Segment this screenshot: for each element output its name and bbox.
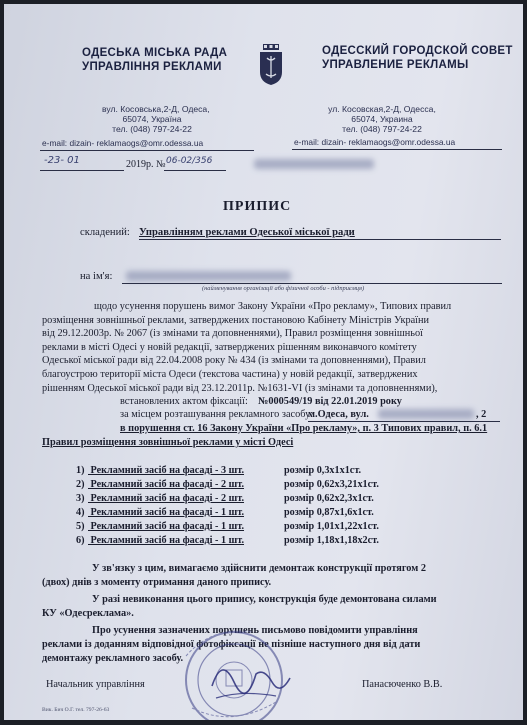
name-hint: (найменування організації або фізичної особи - підприємця) bbox=[202, 285, 365, 292]
composed-by: Управлінням реклами Одеської міської ради bbox=[139, 227, 355, 238]
advertising-item-row bbox=[76, 520, 456, 534]
item-number: 2) bbox=[76, 479, 85, 490]
header-left-address bbox=[102, 104, 210, 134]
paragraph-requirements bbox=[42, 300, 502, 395]
composed-label: складений: bbox=[80, 227, 130, 238]
right-address-city: 65074, Украина bbox=[351, 114, 413, 124]
demand-line-2: (двох) днів з моменту отримання даного припису. bbox=[42, 577, 272, 588]
paragraph-requirements-line: рішенням Одеської міської ради від 23.12.2011р. №1631-VI (із змінами та доповненнями), bbox=[42, 382, 438, 394]
left-address-street: вул. Косовська,2-Д, Одеса, bbox=[102, 104, 210, 114]
advertising-item-row bbox=[76, 506, 456, 520]
header-left-email: e-mail: dizain- reklamaogs@omr.odessa.ua bbox=[42, 138, 204, 148]
item-description: Рекламний засіб на фасаді - 3 шт. bbox=[88, 465, 245, 476]
paragraph-requirements-line: розміщення зовнішньої реклами, затверджених постановою Кабінету Міністрів України bbox=[42, 314, 430, 326]
item-size: розмір 0,3х1х1ст. bbox=[284, 465, 362, 476]
name-label: на ім'я: bbox=[80, 271, 113, 282]
advertising-item-row bbox=[76, 478, 456, 492]
registration-number: 06-02/356 bbox=[166, 156, 213, 166]
demand-line-1: У зв'язку з цим, вимагаємо здійснити демонтаж конструкції протягом 2 bbox=[92, 563, 426, 574]
registration-year: 2019р. bbox=[126, 159, 154, 170]
item-number: 4) bbox=[76, 507, 85, 518]
act-value: №000549/19 від 22.01.2019 року bbox=[258, 396, 402, 407]
name-line bbox=[122, 283, 502, 284]
item-size: розмір 0,87х1,6х1ст. bbox=[284, 507, 374, 518]
item-number: 1) bbox=[76, 465, 85, 476]
advertising-items-list bbox=[76, 464, 456, 548]
item-description: Рекламний засіб на фасаді - 1 шт. bbox=[88, 507, 245, 518]
advertising-items bbox=[76, 464, 456, 548]
header-left-title-1: ОДЕСЬКА МІСЬКА РАДА bbox=[82, 47, 228, 59]
item-description: Рекламний засіб на фасаді - 1 шт. bbox=[88, 521, 245, 532]
warning-line-2: КУ «Одесреклама». bbox=[42, 608, 134, 619]
header-right-title-1: ОДЕССКИЙ ГОРОДСКОЙ СОВЕТ bbox=[322, 45, 513, 57]
advertising-item-row bbox=[76, 534, 456, 548]
item-size: розмір 1,01х1,22х1ст. bbox=[284, 521, 379, 532]
item-description: Рекламний засіб на фасаді - 2 шт. bbox=[88, 479, 245, 490]
odesa-coat-of-arms-icon bbox=[257, 44, 285, 86]
item-number: 5) bbox=[76, 521, 85, 532]
warning-line-1: У разі невиконання цього припису, конструкція буде демонтована силами bbox=[92, 594, 437, 605]
document-sheet bbox=[4, 4, 523, 720]
paragraph-requirements-line: щодо усунення порушень вимог Закону України «Про рекламу», Типових правил bbox=[94, 301, 452, 312]
item-number: 3) bbox=[76, 493, 85, 504]
header-right-rule bbox=[292, 149, 502, 150]
registration-date-line bbox=[40, 170, 124, 171]
paragraph-requirements-lines bbox=[42, 300, 502, 395]
item-size: розмір 1,18х1,18х2ст. bbox=[284, 535, 379, 546]
right-address-street: ул. Косовская,2-Д, Одесса, bbox=[328, 104, 436, 114]
act-label: встановлених актом фіксації: bbox=[120, 396, 248, 407]
item-description: Рекламний засіб на фасаді - 1 шт. bbox=[88, 535, 245, 546]
redacted-recipient-ref bbox=[254, 159, 374, 169]
redacted-recipient-name bbox=[126, 271, 291, 281]
official-stamp-icon bbox=[172, 616, 300, 720]
paragraph-requirements-line: від 29.12.2003р. № 2067 (із змінами та доповненнями), Правил розміщення зовнішньої bbox=[42, 328, 423, 340]
signer-name: Панасюченко В.В. bbox=[362, 679, 443, 690]
place-number: , 2 bbox=[476, 409, 487, 420]
executor-footer: Вик. Бич О.Г. тел. 797-26-63 bbox=[42, 707, 110, 713]
registration-num-line bbox=[164, 170, 226, 171]
place-label: за місцем розташування рекламного засобу: bbox=[120, 409, 313, 420]
signer-title: Начальник управління bbox=[46, 679, 145, 690]
header-left-title-2: УПРАВЛІННЯ РЕКЛАМИ bbox=[82, 61, 222, 73]
violation-line-1: в порушення ст. 16 Закону України «Про рекламу», п. 3 Типових правил, п. 6.1 bbox=[120, 423, 488, 434]
violation-line-2: Правил розміщення зовнішньої реклами у місті Одесі bbox=[42, 437, 294, 448]
header-right-title-2: УПРАВЛЕНИЕ РЕКЛАМЫ bbox=[322, 59, 469, 71]
right-address-phone: тел. (048) 797-24-22 bbox=[342, 124, 422, 134]
registration-num-label: № bbox=[156, 159, 166, 170]
item-number: 6) bbox=[76, 535, 85, 546]
composed-by-line bbox=[139, 239, 501, 240]
item-size: розмір 0,62х2,3х1ст. bbox=[284, 493, 374, 504]
item-size: розмір 0,62х3,21х1ст. bbox=[284, 479, 379, 490]
notify-line-2: реклами із доданням відповідної фотофіксації не пізніше наступного дня від дати bbox=[42, 639, 421, 650]
paragraph-requirements-line: Одеської міської ради від 22.04.2008 року № 434 (із змінами та доповненнями), Правил bbox=[42, 355, 426, 367]
item-description: Рекламний засіб на фасаді - 2 шт. bbox=[88, 493, 245, 504]
advertising-item-row bbox=[76, 464, 456, 478]
notify-line-3: демонтажу рекламного засобу. bbox=[42, 653, 184, 664]
place-value: м.Одеса, вул. bbox=[308, 409, 369, 420]
notify-line-1: Про усунення зазначених порушень письмово повідомити управління bbox=[92, 625, 418, 636]
left-address-city: 65074, Україна bbox=[122, 114, 182, 124]
paragraph-requirements-line: благоустрою території міста Одеси (текстова частина) у новій редакції, затверджених bbox=[42, 368, 418, 380]
header-left-rule bbox=[40, 150, 254, 151]
left-address-phone: тел. (048) 797-24-22 bbox=[112, 124, 192, 134]
paragraph-requirements-line: реклами в місті Одесі у новій редакції, затверджених рішенням виконавчого комітету bbox=[42, 341, 417, 353]
advertising-item-row bbox=[76, 492, 456, 506]
header-right-email: e-mail: dizain- reklamaogs@omr.odessa.ua bbox=[294, 137, 456, 147]
redacted-street bbox=[378, 409, 474, 419]
registration-date: -23- 01 bbox=[44, 155, 80, 166]
header-right-address bbox=[322, 104, 442, 134]
document-title: ПРИПИС bbox=[223, 199, 292, 214]
